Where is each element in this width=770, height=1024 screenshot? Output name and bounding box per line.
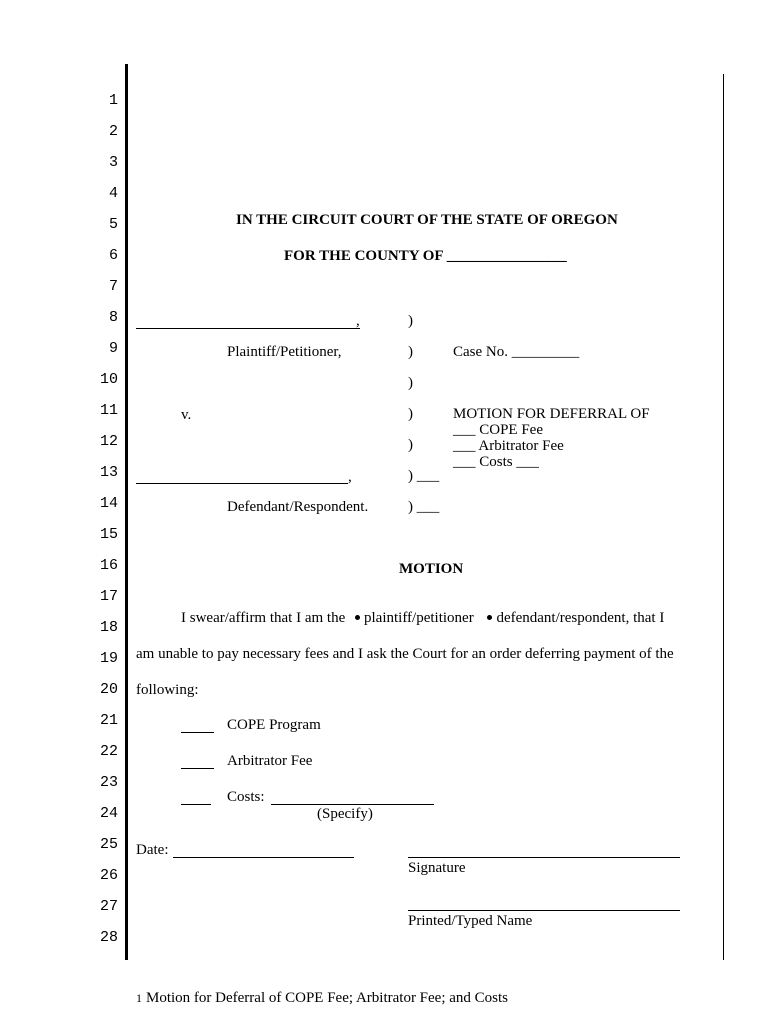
- line-number: 23: [99, 774, 118, 791]
- costs-label: Costs:: [227, 789, 265, 805]
- line-number: 27: [99, 898, 118, 915]
- signature-line[interactable]: [408, 857, 680, 858]
- county-heading: FOR THE COUNTY OF ________________: [284, 248, 567, 264]
- line-number: 19: [99, 650, 118, 667]
- defendant-option-label: defendant/respondent, that I: [496, 610, 665, 626]
- plaintiff-comma: ,: [356, 313, 360, 329]
- date-label: Date:: [136, 842, 169, 858]
- defendant-option-bullet[interactable]: [487, 615, 492, 620]
- fee-option-cope: ___ COPE Fee: [453, 422, 543, 438]
- signature-label: Signature: [408, 860, 466, 876]
- caption-paren-blank: ) ___: [408, 499, 440, 515]
- arbitrator-fee-blank[interactable]: [181, 768, 214, 769]
- line-number: 4: [108, 185, 118, 202]
- line-number: 10: [99, 371, 118, 388]
- page-number: 1: [136, 991, 142, 1005]
- line-number: 6: [108, 247, 118, 264]
- caption-paren: ): [408, 313, 413, 329]
- line-number: 26: [99, 867, 118, 884]
- defendant-label: Defendant/Respondent.: [227, 499, 369, 515]
- printed-name-label: Printed/Typed Name: [408, 913, 533, 929]
- caption-paren-blank: ) ___: [408, 468, 440, 484]
- date-line[interactable]: [173, 857, 354, 858]
- line-number: 1: [108, 92, 118, 109]
- defendant-name-line[interactable]: [136, 483, 348, 484]
- plaintiff-name-line[interactable]: [136, 328, 360, 329]
- versus: v.: [181, 407, 192, 423]
- footer-title: Motion for Deferral of COPE Fee; Arbitrator Fee; and Costs: [146, 990, 509, 1006]
- plaintiff-option-bullet[interactable]: [355, 615, 360, 620]
- line-number: 14: [99, 495, 118, 512]
- caption-paren: ): [408, 406, 413, 422]
- caption-paren: ): [408, 344, 413, 360]
- cope-program-blank[interactable]: [181, 732, 214, 733]
- line-number: 15: [99, 526, 118, 543]
- case-number: Case No. _________: [453, 344, 580, 360]
- line-number: 17: [99, 588, 118, 605]
- line-number: 2: [108, 123, 118, 140]
- arbitrator-fee-label: Arbitrator Fee: [227, 753, 313, 769]
- oath-line: [181, 610, 664, 627]
- plaintiff-option-label: plaintiff/petitioner: [364, 610, 474, 626]
- left-margin-rule: [125, 64, 128, 960]
- caption-paren: ): [408, 375, 413, 391]
- line-number: 16: [99, 557, 118, 574]
- defendant-comma: ,: [348, 469, 352, 485]
- right-margin-rule: [723, 74, 724, 960]
- line-number: 3: [108, 154, 118, 171]
- footer: [136, 990, 508, 1007]
- costs-blank[interactable]: [181, 804, 211, 805]
- paragraph-line-3: following:: [136, 682, 199, 698]
- paragraph-line-2: am unable to pay necessary fees and I ask the Court for an order deferring payment of the: [136, 646, 674, 662]
- line-number: 11: [99, 402, 118, 419]
- motion-heading: MOTION: [399, 561, 464, 577]
- printed-name-line[interactable]: [408, 910, 680, 911]
- oath-text: I swear/affirm that I am the: [181, 610, 346, 626]
- fee-option-arbitrator: ___ Arbitrator Fee: [453, 438, 564, 454]
- motion-title: MOTION FOR DEFERRAL OF: [453, 406, 650, 422]
- line-number: 18: [99, 619, 118, 636]
- line-number: 24: [99, 805, 118, 822]
- line-number: 5: [108, 216, 118, 233]
- caption-paren: ): [408, 437, 413, 453]
- line-number: 25: [99, 836, 118, 853]
- line-number: 7: [108, 278, 118, 295]
- specify-label: (Specify): [317, 806, 373, 822]
- fee-option-costs: ___ Costs ___: [453, 454, 539, 470]
- line-number: 22: [99, 743, 118, 760]
- line-number: 12: [99, 433, 118, 450]
- plaintiff-label: Plaintiff/Petitioner,: [227, 344, 342, 360]
- line-number: 9: [108, 340, 118, 357]
- cope-program-label: COPE Program: [227, 717, 321, 733]
- line-number: 13: [99, 464, 118, 481]
- line-number: 28: [99, 929, 118, 946]
- court-heading: IN THE CIRCUIT COURT OF THE STATE OF OREGON: [236, 212, 618, 228]
- costs-specify-line[interactable]: [271, 804, 434, 805]
- line-number: 8: [108, 309, 118, 326]
- line-number: 21: [99, 712, 118, 729]
- line-number: 20: [99, 681, 118, 698]
